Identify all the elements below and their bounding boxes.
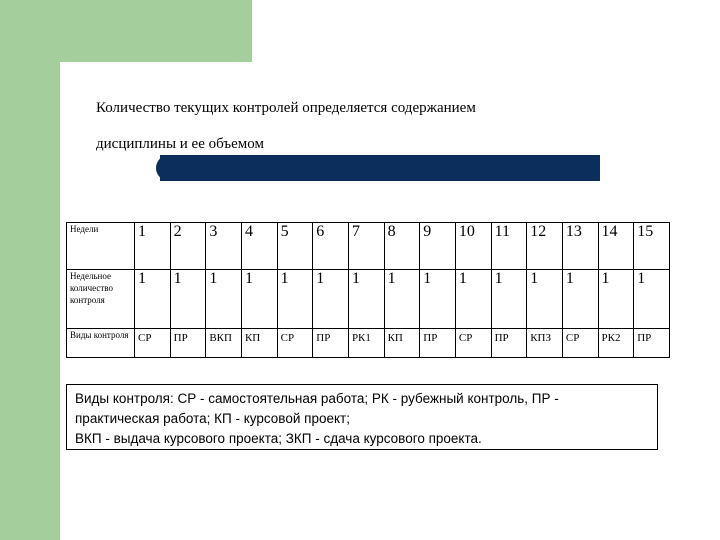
count-cell: 1 — [241, 270, 277, 329]
count-cell: 1 — [206, 270, 242, 329]
count-cell: 1 — [277, 270, 313, 329]
control-type-cell: КП — [384, 329, 420, 358]
control-type-cell: СР — [277, 329, 313, 358]
control-type-cell: КП — [241, 329, 277, 358]
row-label-control-types: Виды контроля — [67, 329, 135, 358]
legend-line-3: ВКП - выдача курсового проекта; ЗКП - сдача курсового проекта. — [75, 431, 482, 446]
decor-navy-bar — [160, 155, 600, 181]
decor-green-left — [0, 0, 60, 540]
count-cell: 1 — [384, 270, 420, 329]
week-cell: 12 — [527, 223, 563, 270]
count-cell: 1 — [598, 270, 634, 329]
week-cell: 2 — [170, 223, 206, 270]
control-types-legend — [66, 384, 658, 450]
count-cell: 1 — [562, 270, 598, 329]
table-row-weeks — [67, 223, 670, 270]
control-type-cell: ПР — [313, 329, 349, 358]
row-label-weekly-count: Недельное количество контроля — [67, 270, 135, 329]
legend-line-2: практическая работа; КП - курсовой проект; — [75, 411, 350, 426]
week-cell: 14 — [598, 223, 634, 270]
title-line-2: дисциплины и ее объемом — [96, 136, 264, 152]
week-cell: 10 — [455, 223, 491, 270]
count-cell: 1 — [634, 270, 670, 329]
week-cell: 11 — [491, 223, 527, 270]
count-cell: 1 — [491, 270, 527, 329]
week-cell: 5 — [277, 223, 313, 270]
control-type-cell: ВКП — [206, 329, 242, 358]
count-cell: 1 — [135, 270, 171, 329]
count-cell: 1 — [455, 270, 491, 329]
count-cell: 1 — [313, 270, 349, 329]
slide-title — [96, 90, 636, 162]
week-cell: 1 — [135, 223, 171, 270]
count-cell: 1 — [170, 270, 206, 329]
count-cell: 1 — [348, 270, 384, 329]
control-type-cell: ПР — [634, 329, 670, 358]
control-type-cell: ПР — [170, 329, 206, 358]
table-row-weekly-count — [67, 270, 670, 329]
week-cell: 3 — [206, 223, 242, 270]
control-type-cell: ПР — [491, 329, 527, 358]
control-schedule-table — [66, 222, 670, 358]
count-cell: 1 — [527, 270, 563, 329]
week-cell: 9 — [420, 223, 456, 270]
title-line-1: Количество текущих контролей определяется содержанием — [96, 100, 476, 116]
week-cell: 15 — [634, 223, 670, 270]
control-type-cell: ПР — [420, 329, 456, 358]
control-type-cell: СР — [135, 329, 171, 358]
week-cell: 13 — [562, 223, 598, 270]
week-cell: 7 — [348, 223, 384, 270]
count-cell: 1 — [420, 270, 456, 329]
control-type-cell: РК2 — [598, 329, 634, 358]
control-type-cell: КПЗ — [527, 329, 563, 358]
control-type-cell: РК1 — [348, 329, 384, 358]
week-cell: 6 — [313, 223, 349, 270]
week-cell: 8 — [384, 223, 420, 270]
table-row-control-types — [67, 329, 670, 358]
control-type-cell: СР — [562, 329, 598, 358]
legend-line-1: Виды контроля: СР - самостоятельная работа; РК - рубежный контроль, ПР - — [75, 391, 559, 406]
row-label-weeks: Недели — [67, 223, 135, 270]
week-cell: 4 — [241, 223, 277, 270]
control-type-cell: СР — [455, 329, 491, 358]
